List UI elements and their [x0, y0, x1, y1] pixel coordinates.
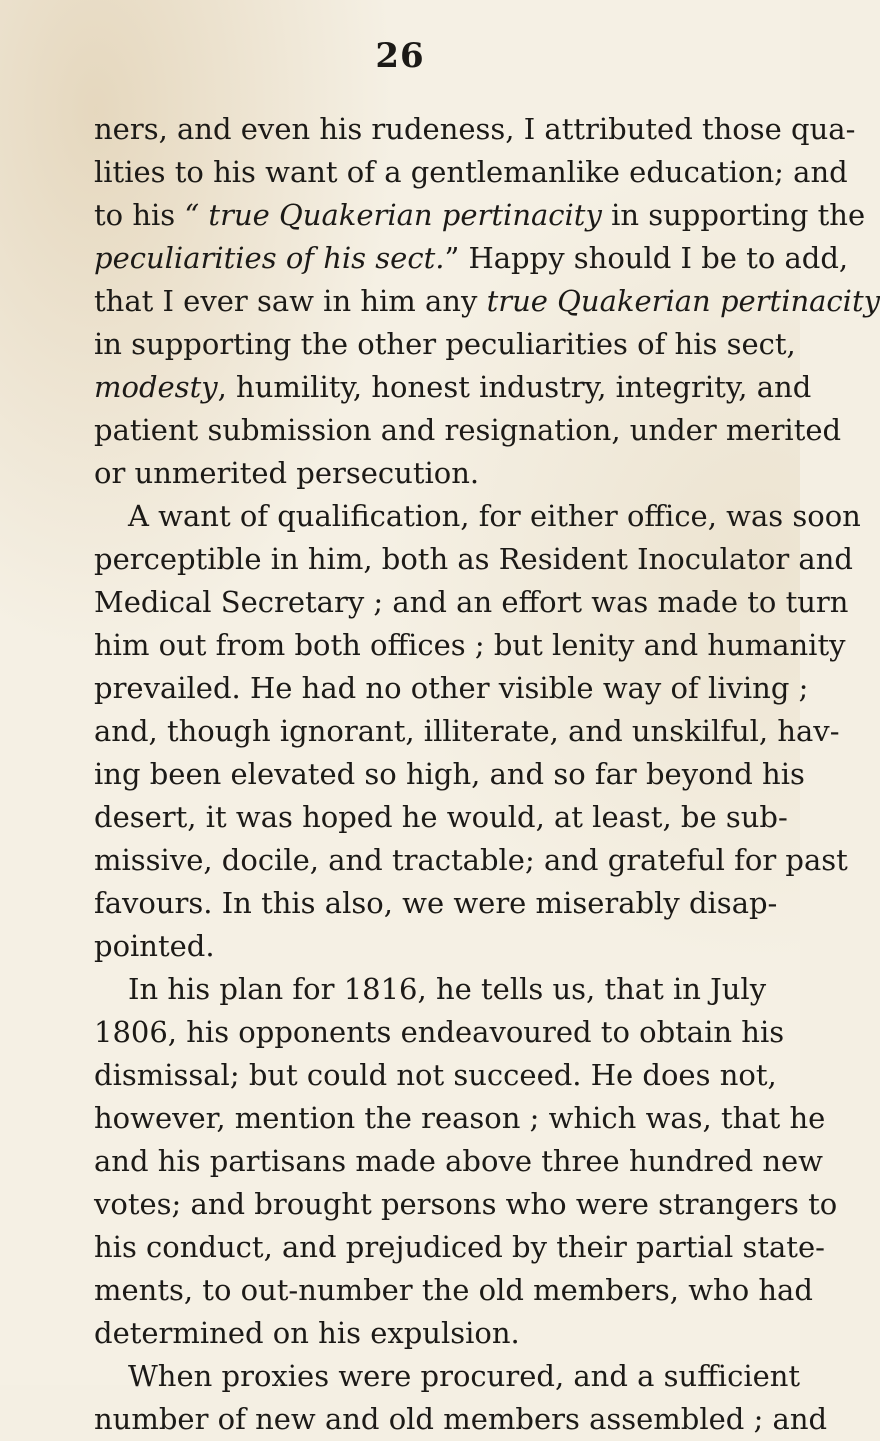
text-line [94, 1398, 828, 1441]
text-segment: determined on his expulsion. [94, 1316, 520, 1350]
body-text [94, 108, 880, 1441]
italic-text: true Quakerian pertinacity [486, 284, 880, 318]
text-segment: A want of qualification, for either office, was soon [128, 499, 861, 533]
text-line [94, 839, 848, 882]
text-line [94, 366, 812, 409]
text-segment: ” Happy should I be to add, [444, 241, 849, 275]
text-segment: Medical Secretary ; and an effort was made to turn [94, 585, 849, 619]
text-line [94, 624, 846, 667]
text-line [94, 1183, 838, 1226]
text-line [94, 667, 809, 710]
text-line [94, 495, 861, 538]
text-line [94, 280, 880, 323]
text-line [94, 710, 840, 753]
text-segment: and his partisans made above three hundred new [94, 1144, 824, 1178]
text-segment: him out from both offices ; but lenity and humanity [94, 628, 846, 662]
text-line [94, 237, 849, 280]
text-segment: his conduct, and prejudiced by their partial state- [94, 1230, 825, 1264]
text-line [94, 108, 856, 151]
text-segment: pointed. [94, 929, 215, 963]
text-segment: missive, docile, and tractable; and grateful for past [94, 843, 848, 877]
text-line [94, 968, 767, 1011]
text-segment: to his [94, 198, 185, 232]
text-segment: When proxies were procured, and a sufficient [128, 1359, 801, 1393]
text-segment: in supporting the other peculiarities of his sect, [94, 327, 796, 361]
text-segment: patient submission and resignation, under merited [94, 413, 842, 447]
italic-text: modesty [94, 370, 218, 404]
text-segment: number of new and old members assembled ; and [94, 1402, 828, 1436]
text-line [94, 1097, 826, 1140]
page-number: 26 [375, 36, 425, 76]
text-segment: in supporting the [601, 198, 866, 232]
text-segment: ments, to out-number the old members, who had [94, 1273, 813, 1307]
text-segment: desert, it was hoped he would, at least, be sub- [94, 800, 788, 834]
text-segment: and, though ignorant, illiterate, and unskilful, hav- [94, 714, 840, 748]
text-segment: that I ever saw in him any [94, 284, 487, 318]
text-line [94, 796, 788, 839]
text-segment: In his plan for 1816, he tells us, that in July [128, 972, 767, 1006]
text-line [94, 151, 848, 194]
text-line [94, 1011, 785, 1054]
text-line [94, 925, 738, 968]
text-line [94, 409, 842, 452]
text-segment: 1806, his opponents endeavoured to obtain his [94, 1015, 785, 1049]
text-segment: ing been elevated so high, and so far beyond his [94, 757, 805, 791]
text-segment: , humility, honest industry, integrity, and [217, 370, 812, 404]
italic-text: peculiarities of his sect. [94, 241, 445, 275]
text-line [94, 1226, 825, 1269]
italic-text: “ true Quakerian pertinacity [184, 198, 602, 232]
text-segment: favours. In this also, we were miserably disap- [94, 886, 778, 920]
text-line [94, 1140, 824, 1183]
text-line [94, 581, 849, 624]
text-segment: or unmerited persecution. [94, 456, 480, 490]
text-line [94, 1054, 777, 1097]
text-segment: however, mention the reason ; which was, that he [94, 1101, 826, 1135]
text-segment: perceptible in him, both as Resident Inoculator and [94, 542, 853, 576]
text-line [94, 538, 853, 581]
text-segment: dismissal; but could not succeed. He does not, [94, 1058, 777, 1092]
text-line [94, 323, 796, 366]
text-line [94, 1312, 738, 1355]
text-segment: ners, and even his rudeness, I attributed those qua- [94, 112, 856, 146]
text-line [94, 452, 738, 495]
text-line [94, 1355, 801, 1398]
text-line [94, 194, 866, 237]
text-line [94, 1269, 813, 1312]
text-line [94, 753, 805, 796]
text-segment: votes; and brought persons who were strangers to [94, 1187, 838, 1221]
text-segment: prevailed. He had no other visible way of living ; [94, 671, 809, 705]
text-segment: lities to his want of a gentlemanlike education; and [94, 155, 848, 189]
text-line [94, 882, 778, 925]
